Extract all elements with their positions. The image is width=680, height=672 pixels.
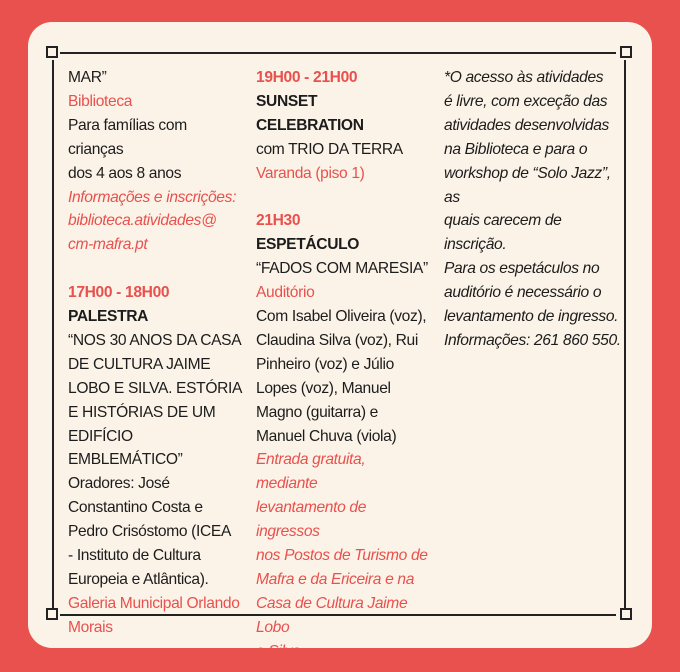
frame-corner [46, 46, 58, 58]
event-venue: Auditório [256, 284, 315, 302]
continued-title-line: MAR” [68, 69, 107, 86]
entry-info: Entrada gratuita, mediante levantamento de ingressos nos Postos de Turismo de Mafra e da Ericeira e na Casa de Cultura Jaime Lobo e Silva. [256, 451, 428, 660]
frame-corner [46, 608, 58, 620]
event-type: ESPETÁCULO [256, 236, 360, 254]
event-time: 19H00 - 21H00 [256, 69, 358, 86]
event-time: 17H00 - 18H00 [68, 284, 170, 302]
event-subtitle: com TRIO DA TERRA [256, 140, 403, 158]
event-title: SUNSET CELEBRATION [256, 92, 364, 134]
access-note: *O acesso às atividades é livre, com exceção das atividades desenvolvidas na Biblioteca e para o workshop de “Solo Jazz”, as quais carecem de inscrição. Para os espetáculos no auditório é necessário o levantamento de ingresso. Informações: 261 860 550. [444, 69, 621, 349]
event-speakers: Oradores: José Constantino Costa e Pedro Crisóstomo (ICEA - Instituto de Cultura Europeia e Atlântica). [68, 475, 232, 589]
frame-corner [620, 608, 632, 620]
column-2 [256, 66, 428, 664]
event-title: “NOS 30 ANOS DA CASA DE CULTURA JAIME LOBO E SILVA. ESTÓRIA E HISTÓRIAS DE UM EDIFÍCIO EMBLEMÁTICO” [68, 331, 243, 469]
event-time: 21H30 [256, 212, 301, 230]
event-description: Para famílias com crianças dos 4 aos 8 anos [68, 116, 187, 182]
event-title: “FADOS COM MARESIA” [256, 260, 428, 278]
event-venue: Biblioteca [68, 92, 133, 110]
event-venue: Varanda (piso 1) [256, 164, 365, 182]
frame-corner [620, 46, 632, 58]
event-venue: Galeria Municipal Orlando Morais [68, 594, 240, 636]
registration-info: Informações e inscrições: biblioteca.atividades@ cm-mafra.pt [68, 188, 237, 254]
event-performers: Com Isabel Oliveira (voz), Claudina Silva (voz), Rui Pinheiro (voz) e Júlio Lopes (voz), Manuel Magno (guitarra) e Manuel Chuva (viola) [256, 308, 427, 445]
event-type: PALESTRA [68, 308, 149, 326]
column-1 [68, 66, 244, 640]
column-3 [444, 66, 626, 353]
